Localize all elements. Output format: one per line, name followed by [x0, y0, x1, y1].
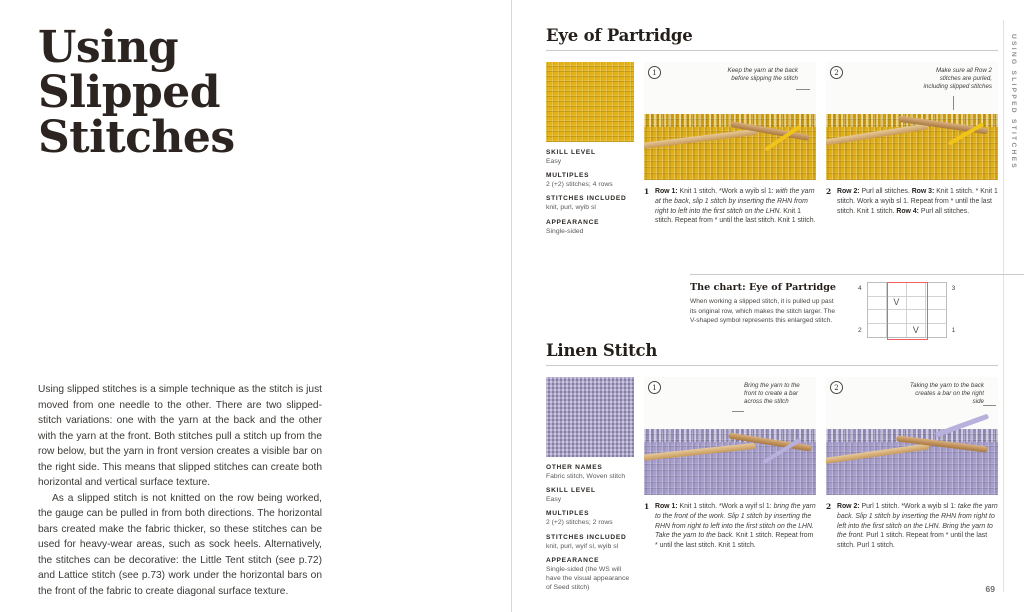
chart-cell [868, 297, 888, 311]
spec-label: STITCHES INCLUDED [546, 533, 627, 541]
spec-label: STITCHES INCLUDED [546, 195, 627, 203]
step-photo [644, 377, 816, 495]
slip-stitch-v-symbol: V [893, 297, 900, 308]
step-column-2 [826, 377, 998, 592]
chart-divider [690, 274, 1024, 275]
section-title: Eye of Partridge [546, 26, 693, 45]
right-page [512, 0, 1024, 612]
chart-left-labels [858, 282, 862, 338]
spec-label: SKILL LEVEL [546, 487, 596, 495]
step-body: Row 2: Purl 1 stitch. *Work a wyib sl 1: take the yarn back. Slip 1 stitch by inserting the RHN from right to left into the first stitch on the LHN. Bring the yarn to the front. Purl 1 stitch. Repeat from * until the last stitch. Purl 1 stitch. [837, 503, 998, 550]
chart-text-column [690, 282, 842, 326]
callout-leader-line [732, 411, 744, 412]
chart-row [690, 282, 1024, 338]
knitted-fabric [826, 114, 998, 180]
spec-label: SKILL LEVEL [546, 149, 596, 156]
specs-list [546, 149, 634, 236]
step-column-1 [644, 377, 816, 592]
chart-cell-symbol [907, 324, 927, 338]
chart-cell [926, 283, 946, 297]
step-number: 1 [644, 187, 650, 196]
step-instruction [644, 187, 816, 226]
photo-callout: Make sure all Row 2 stitches are purled, including slipped stitches [923, 67, 992, 91]
spec-label: MULTIPLES [546, 510, 590, 518]
step-instruction [826, 187, 998, 216]
spec-label: APPEARANCE [546, 218, 600, 226]
step-badge: 1 [648, 381, 661, 394]
step-body: Row 2: Purl all stitches. Row 3: Knit 1 stitch. * Knit 1 stitch. Work a wyib sl 1. Repeat from * until the last stitch. Knit 1 stitch. Row 4: Purl all stitches. [837, 188, 998, 215]
section-columns [546, 377, 998, 592]
spec-label: MULTIPLES [546, 172, 590, 180]
chart-cell-symbol [887, 297, 907, 311]
step-badge: 1 [648, 66, 661, 79]
step-badge: 2 [830, 66, 843, 79]
running-head: USING SLIPPED STITCHES [1010, 34, 1017, 170]
title-line-1: Using [38, 22, 179, 73]
spec-value: knit, purl, wyib sl [546, 204, 596, 212]
chart-description: When working a slipped stitch, it is pulled up past its original row, which makes the stitch larger. The V-shaped symbol represents this enlarged stitch. [690, 298, 836, 325]
chart-cell [868, 283, 888, 297]
title-line-2: Slipped [38, 66, 220, 118]
step-photo [826, 62, 998, 180]
intro-paragraph-2: As a slipped stitch is not knitted on the row being worked, the gauge can be pulled in from both directions. The horizontal bars created make the fabric thicker, so these stitches can be used for heavy-wear areas, such as sock heels. Alternatively, the stitches can be decorative: the Little Tent stitch (see p.72) and Lattice stitch (see p.73) work under the horizontal bars on the front of the fabric to create diagonal surface texture. [38, 492, 322, 597]
page-title [38, 22, 235, 163]
callout-leader-line [953, 96, 954, 110]
chart-cell [887, 283, 907, 297]
spec-value: Single-sided (the WS will have the visual appearance of Seed stitch) [546, 565, 630, 592]
spec-value: Fabric stitch, Woven stitch [546, 473, 626, 480]
step-instruction [644, 502, 816, 551]
knitted-fabric [644, 429, 816, 495]
chart-cell [887, 324, 907, 338]
spec-label: OTHER NAMES [546, 464, 603, 471]
chart-cell [926, 297, 946, 311]
photo-callout: Keep the yarn at the back before slipping the stitch [727, 67, 798, 83]
chart-cell [887, 310, 907, 324]
chart-title: The chart: Eye of Partridge [690, 282, 837, 293]
chart-block [690, 274, 1024, 338]
chart-right-labels [952, 282, 956, 338]
section-columns [546, 62, 998, 236]
intro-text [38, 382, 322, 599]
chart-row-label: 1 [951, 327, 956, 334]
chart-cell [868, 310, 888, 324]
callout-leader-line [796, 89, 810, 90]
knit-texture [546, 62, 634, 142]
section-eye-of-partridge [546, 26, 998, 335]
title-line-3: Stitches [38, 111, 235, 163]
specs-list [546, 464, 634, 592]
step-number: 1 [644, 502, 650, 511]
callout-leader-line [983, 405, 996, 406]
step-body: Row 1: Knit 1 stitch. *Work a wyib sl 1: with the yarn at the back, slip 1 stitch by inserting the RHN from right to left into the first stitch on the LHN. Knit 1 stitch. Repeat from * until the last stitch. Knit 1 stitch. [655, 188, 816, 225]
spec-value: Easy [546, 496, 562, 504]
step-number: 2 [826, 187, 832, 196]
fabric-swatch-image [546, 62, 634, 142]
chart-row-label: 2 [858, 327, 862, 334]
chart-cell [926, 324, 946, 338]
spec-value: knit, purl, wyif sl, wyib sl [546, 542, 619, 550]
step-body: Row 1: Knit 1 stitch. *Work a wyif sl 1: bring the yarn to the front of the work. Slip 1 stitch by inserting the RHN from right to left into the first stitch on the LHN. Take the yarn to the back. Knit 1 stitch. Repeat from * until the last stitch. Knit 1 stitch. [655, 503, 816, 550]
step-column-1 [644, 62, 816, 236]
chart-cell [926, 310, 946, 324]
step-column-2 [826, 62, 998, 236]
step-instruction [826, 502, 998, 551]
spec-value: 2 (+2) stitches; 2 rows [546, 519, 613, 527]
spec-value: 2 (+2) stitches; 4 rows [546, 181, 613, 189]
slip-stitch-v-symbol: V [912, 324, 919, 335]
swatch-column [546, 62, 634, 236]
spec-value: Easy [546, 158, 562, 165]
step-photo [644, 62, 816, 180]
fabric-swatch-image [546, 377, 634, 457]
section-divider [546, 365, 998, 366]
spec-label: APPEARANCE [546, 556, 600, 564]
step-badge: 2 [830, 381, 843, 394]
chart-cell [868, 324, 888, 338]
intro-paragraph-1: Using slipped stitches is a simple technique as the stitch is just moved from one needle to the other. There are two slipped-stitch variations: one with the yarn at the back and the other with the yarn at the front. Both stitches pull a stitch up from the row below, but the yarn in front version creates a visible bar on the right side. This means that slipped stitches can create both horizontal and vertical surface texture. [38, 384, 322, 488]
knit-texture [546, 377, 634, 457]
chart-cell [907, 310, 927, 324]
photo-callout: Taking the yarn to the back creates a bar on the right side [909, 382, 984, 406]
swatch-column [546, 377, 634, 592]
stitch-chart-grid [867, 282, 947, 338]
chart-cell [907, 283, 927, 297]
chart-grid-wrapper [858, 282, 955, 338]
chart-cell [907, 297, 927, 311]
page-number: 69 [985, 584, 995, 594]
photo-callout: Bring the yarn to the front to create a bar across the stitch [744, 382, 800, 406]
spec-value: Single-sided [546, 227, 584, 235]
chart-row-label: 4 [858, 285, 862, 292]
section-linen-stitch [546, 341, 998, 592]
section-divider [546, 50, 998, 51]
step-photo [826, 377, 998, 495]
chart-row-label: 3 [951, 285, 956, 292]
section-title: Linen Stitch [546, 341, 658, 360]
step-number: 2 [826, 502, 832, 511]
